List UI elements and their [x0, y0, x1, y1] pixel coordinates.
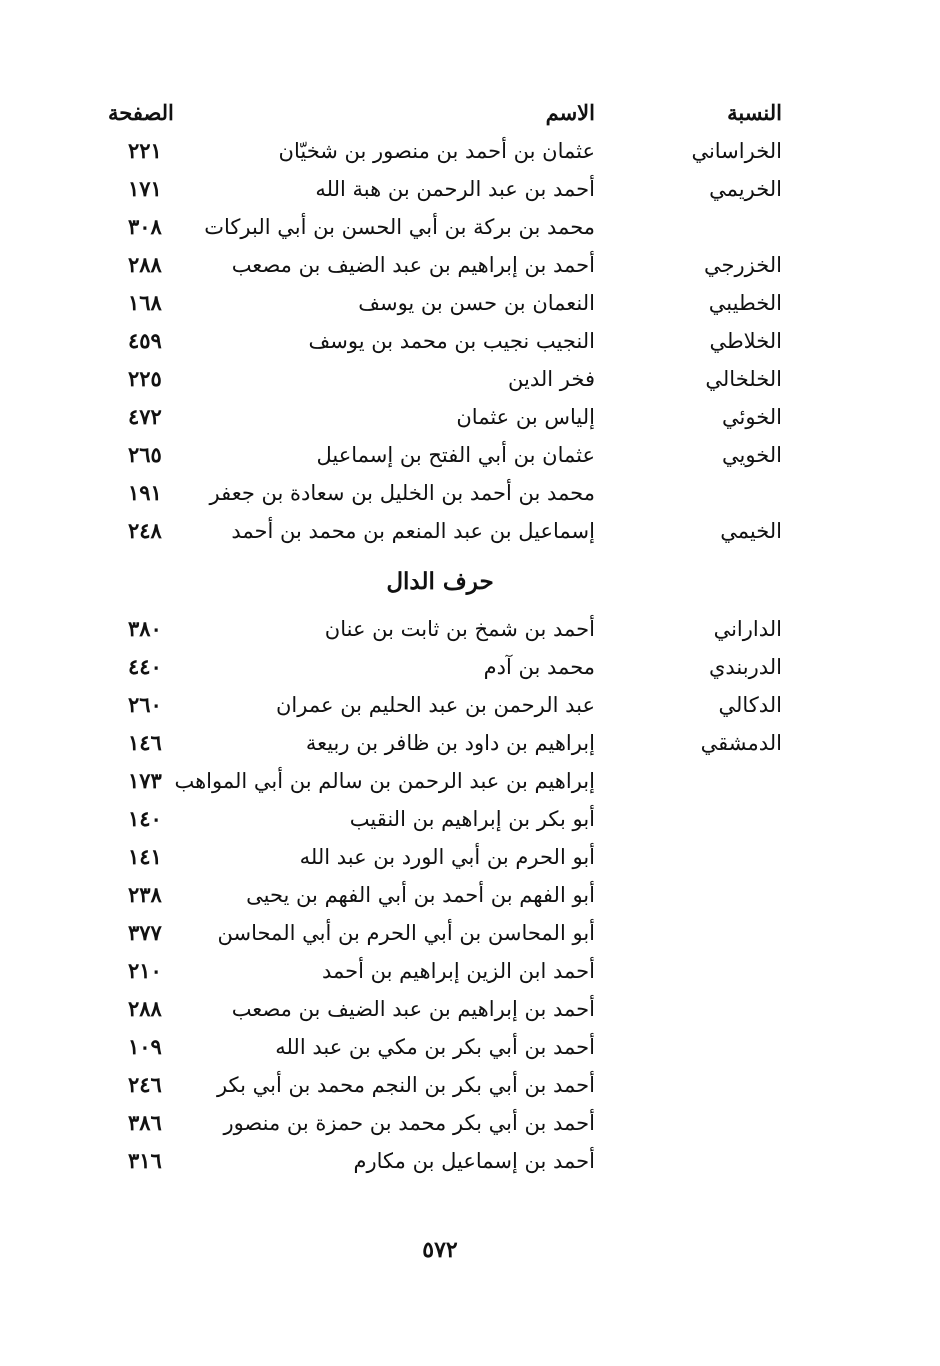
- row-page: ١٩١: [128, 480, 162, 505]
- index-row: [0, 360, 940, 398]
- index-row: [0, 1028, 940, 1066]
- index-row: [0, 838, 940, 876]
- row-name: أحمد ابن الزين إبراهيم بن أحمد: [322, 959, 595, 983]
- index-row: [0, 284, 940, 322]
- index-row: [0, 762, 940, 800]
- row-page: ٢٦٥: [128, 442, 162, 467]
- row-name: إبراهيم بن داود بن ظافر بن ربيعة: [305, 731, 595, 755]
- row-name: أبو بكر بن إبراهيم بن النقيب: [349, 807, 595, 831]
- row-name: إلياس بن عثمان: [456, 405, 595, 429]
- index-row: [0, 1104, 940, 1142]
- index-row: [0, 1066, 940, 1104]
- row-name: أحمد بن إبراهيم بن عبد الضيف بن مصعب: [231, 997, 595, 1021]
- row-name: أحمد بن شمخ بن ثابت بن عنان: [324, 617, 595, 641]
- row-name: أحمد بن إبراهيم بن عبد الضيف بن مصعب: [231, 253, 595, 277]
- index-row: [0, 170, 940, 208]
- row-name: عثمان بن أبي الفتح بن إسماعيل: [316, 443, 595, 467]
- row-page: ٤٤٠: [128, 654, 162, 679]
- row-page: ٣٠٨: [128, 214, 162, 239]
- row-page: ٢٨٨: [128, 252, 162, 277]
- row-page: ٣٨٦: [128, 1110, 162, 1135]
- row-nisba: الخوئي: [722, 405, 782, 429]
- row-nisba: الداراني: [713, 617, 782, 641]
- page-number: [0, 1232, 940, 1268]
- header-name: الاسم: [545, 100, 595, 125]
- page-number-text: ٥٧٢: [422, 1237, 458, 1263]
- index-row: [0, 914, 940, 952]
- row-page: ٢٢١: [128, 138, 162, 163]
- index-row: [0, 648, 940, 686]
- row-nisba: الدربندي: [708, 655, 782, 679]
- row-name: أبو الفهم بن أحمد بن أبي الفهم بن يحيى: [246, 883, 595, 907]
- index-row: [0, 208, 940, 246]
- index-row: [0, 246, 940, 284]
- row-name: محمد بن بركة بن أبي الحسن بن أبي البركات: [204, 215, 595, 239]
- row-page: ١٤١: [128, 844, 162, 869]
- row-name: عثمان بن أحمد بن منصور بن شخيّان: [278, 139, 595, 163]
- row-nisba: الدكالي: [718, 693, 782, 717]
- row-nisba: الخريمي: [709, 177, 782, 201]
- row-page: ١٧١: [128, 176, 162, 201]
- header-nisba: النسبة: [727, 100, 782, 125]
- row-name: إبراهيم بن عبد الرحمن بن سالم بن أبي المواهب: [174, 769, 595, 793]
- row-page: ٢٤٦: [128, 1072, 162, 1097]
- row-nisba: الخراساني: [691, 139, 782, 163]
- row-page: ٤٥٩: [128, 328, 162, 353]
- row-name: النعمان بن حسن بن يوسف: [358, 291, 595, 315]
- row-nisba: الدمشقي: [700, 731, 782, 755]
- row-name: أحمد بن أبي بكر بن مكي بن عبد الله: [275, 1035, 595, 1059]
- header-page: الصفحة: [108, 100, 174, 125]
- index-row: [0, 724, 940, 762]
- row-page: ١٧٣: [128, 768, 162, 793]
- row-name: فخر الدين: [508, 367, 595, 391]
- column-header-row: [0, 94, 940, 132]
- row-page: ٤٧٢: [128, 404, 162, 429]
- row-page: ١٠٩: [128, 1034, 162, 1059]
- row-name: عبد الرحمن بن عبد الحليم بن عمران: [276, 693, 595, 717]
- row-name: أبو الحرم بن أبي الورد بن عبد الله: [299, 845, 595, 869]
- row-page: ٢٨٨: [128, 996, 162, 1021]
- row-nisba: الخيمي: [720, 519, 782, 543]
- row-page: ٣١٦: [128, 1148, 162, 1173]
- row-name: أحمد بن عبد الرحمن بن هبة الله: [315, 177, 595, 201]
- row-page: ٣٧٧: [128, 920, 162, 945]
- row-name: أحمد بن أبي بكر بن النجم محمد بن أبي بكر: [216, 1073, 595, 1097]
- row-page: ٢٢٥: [128, 366, 162, 391]
- row-page: ١٦٨: [128, 290, 162, 315]
- row-page: ١٤٠: [128, 806, 162, 831]
- row-name: إسماعيل بن عبد المنعم بن محمد بن أحمد: [231, 519, 595, 543]
- index-row: [0, 398, 940, 436]
- index-row: [0, 1142, 940, 1180]
- index-row: [0, 512, 940, 550]
- index-row: [0, 990, 940, 1028]
- section-heading-text: حرف الدال: [386, 568, 494, 595]
- index-row: [0, 800, 940, 838]
- row-nisba: الخزرجي: [703, 253, 782, 277]
- row-nisba: الخطيبي: [708, 291, 782, 315]
- row-page: ٢٣٨: [128, 882, 162, 907]
- row-name: النجيب نجيب بن محمد بن يوسف: [308, 329, 595, 353]
- row-name: محمد بن أحمد بن الخليل بن سعادة بن جعفر: [209, 481, 595, 505]
- index-row: [0, 436, 940, 474]
- row-page: ١٤٦: [128, 730, 162, 755]
- row-name: أحمد بن أبي بكر محمد بن حمزة بن منصور: [223, 1111, 595, 1135]
- row-page: ٢٦٠: [128, 692, 162, 717]
- index-row: [0, 686, 940, 724]
- row-page: ٢٤٨: [128, 518, 162, 543]
- index-row: [0, 610, 940, 648]
- index-row: [0, 876, 940, 914]
- index-row: [0, 474, 940, 512]
- index-row: [0, 322, 940, 360]
- index-row: [0, 132, 940, 170]
- row-name: أبو المحاسن بن أبي الحرم بن أبي المحاسن: [217, 921, 595, 945]
- row-name: أحمد بن إسماعيل بن مكارم: [353, 1149, 595, 1173]
- row-nisba: الخويي: [722, 443, 782, 467]
- row-page: ٣٨٠: [128, 616, 162, 641]
- row-name: محمد بن آدم: [483, 655, 595, 679]
- row-nisba: الخلاطي: [709, 329, 782, 353]
- row-page: ٢١٠: [128, 958, 162, 983]
- index-row: [0, 952, 940, 990]
- row-nisba: الخلخالي: [705, 367, 782, 391]
- section-heading: [0, 562, 940, 602]
